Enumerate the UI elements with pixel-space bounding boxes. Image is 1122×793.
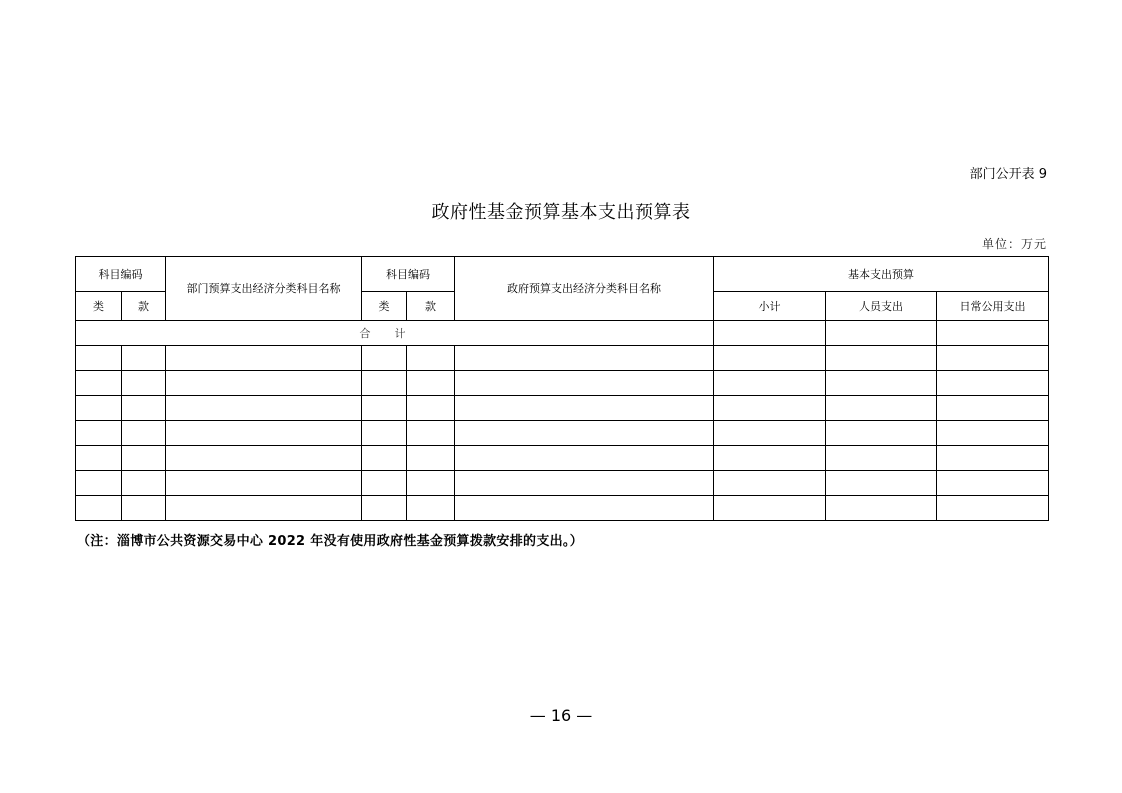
total-personnel-cell [826, 321, 937, 346]
table-cell [826, 496, 937, 521]
page-number: — 16 — [529, 706, 593, 725]
table-cell [455, 346, 714, 371]
table-cell [122, 346, 166, 371]
table-cell [122, 421, 166, 446]
table-body [76, 257, 1049, 521]
table-cell [714, 421, 826, 446]
total-subtotal-cell [714, 321, 826, 346]
table-cell [714, 446, 826, 471]
table-cell [362, 346, 407, 371]
table-cell [937, 496, 1049, 521]
table-cell [166, 346, 362, 371]
header-category: 类 [76, 292, 122, 321]
table-cell [937, 446, 1049, 471]
table-row [76, 421, 1049, 446]
table-cell [407, 471, 455, 496]
header-category-2: 类 [362, 292, 407, 321]
table-cell [362, 471, 407, 496]
table-cell [407, 421, 455, 446]
table-cell [714, 396, 826, 421]
table-cell [937, 421, 1049, 446]
header-item-2: 款 [407, 292, 455, 321]
table-row [76, 371, 1049, 396]
table-row [76, 346, 1049, 371]
table-cell [166, 421, 362, 446]
total-label: 合计 [359, 326, 430, 340]
table-cell [122, 371, 166, 396]
header-subtotal: 小计 [714, 292, 826, 321]
table-cell [362, 496, 407, 521]
budget-table [75, 256, 1049, 521]
header-personnel: 人员支出 [826, 292, 937, 321]
table-cell [826, 346, 937, 371]
header-row-1 [76, 257, 1049, 292]
table-cell [76, 496, 122, 521]
table-cell [166, 471, 362, 496]
table-cell [76, 346, 122, 371]
table-cell [407, 446, 455, 471]
table-cell [407, 496, 455, 521]
table-cell [362, 446, 407, 471]
header-dept-econ-name: 部门预算支出经济分类科目名称 [166, 257, 362, 321]
table-cell [76, 371, 122, 396]
table-cell [407, 371, 455, 396]
total-row [76, 321, 1049, 346]
header-item: 款 [122, 292, 166, 321]
table-cell [826, 371, 937, 396]
table-cell [122, 396, 166, 421]
header-basic-budget: 基本支出预算 [714, 257, 1049, 292]
form-number: 部门公开表 9 [969, 167, 1047, 182]
table-cell [362, 396, 407, 421]
table-cell [455, 421, 714, 446]
header-gov-econ-name: 政府预算支出经济分类科目名称 [455, 257, 714, 321]
table-cell [826, 471, 937, 496]
table-row [76, 396, 1049, 421]
table-cell [455, 471, 714, 496]
table-cell [455, 496, 714, 521]
table-cell [76, 421, 122, 446]
table-cell [122, 471, 166, 496]
table-cell [362, 371, 407, 396]
table-cell [166, 446, 362, 471]
header-public: 日常公用支出 [937, 292, 1049, 321]
table-cell [407, 346, 455, 371]
table-cell [714, 346, 826, 371]
table-cell [455, 371, 714, 396]
header-subject-code: 科目编码 [76, 257, 166, 292]
table-cell [937, 371, 1049, 396]
table-cell [76, 396, 122, 421]
table-cell [937, 396, 1049, 421]
table-cell [76, 446, 122, 471]
table-cell [122, 446, 166, 471]
table-cell [937, 471, 1049, 496]
table-cell [166, 396, 362, 421]
table-cell [166, 496, 362, 521]
table-cell [455, 396, 714, 421]
table-cell [714, 471, 826, 496]
footnote: （注：淄博市公共资源交易中心 2022 年没有使用政府性基金预算拨款安排的支出。） [77, 534, 584, 549]
table-cell [937, 346, 1049, 371]
table-row [76, 471, 1049, 496]
table-cell [826, 421, 937, 446]
total-public-cell [937, 321, 1049, 346]
table-cell [455, 446, 714, 471]
page-title: 政府性基金预算基本支出预算表 [431, 202, 691, 223]
table-cell [76, 471, 122, 496]
table-cell [826, 446, 937, 471]
table-cell [362, 421, 407, 446]
table-row [76, 496, 1049, 521]
table-cell [714, 371, 826, 396]
table-cell [826, 396, 937, 421]
unit-label: 单位：万元 [981, 237, 1047, 251]
table-cell [166, 371, 362, 396]
header-subject-code-2: 科目编码 [362, 257, 455, 292]
table-cell [122, 496, 166, 521]
table-cell [714, 496, 826, 521]
table-cell [407, 396, 455, 421]
table-row [76, 446, 1049, 471]
total-label-cell [76, 321, 714, 346]
